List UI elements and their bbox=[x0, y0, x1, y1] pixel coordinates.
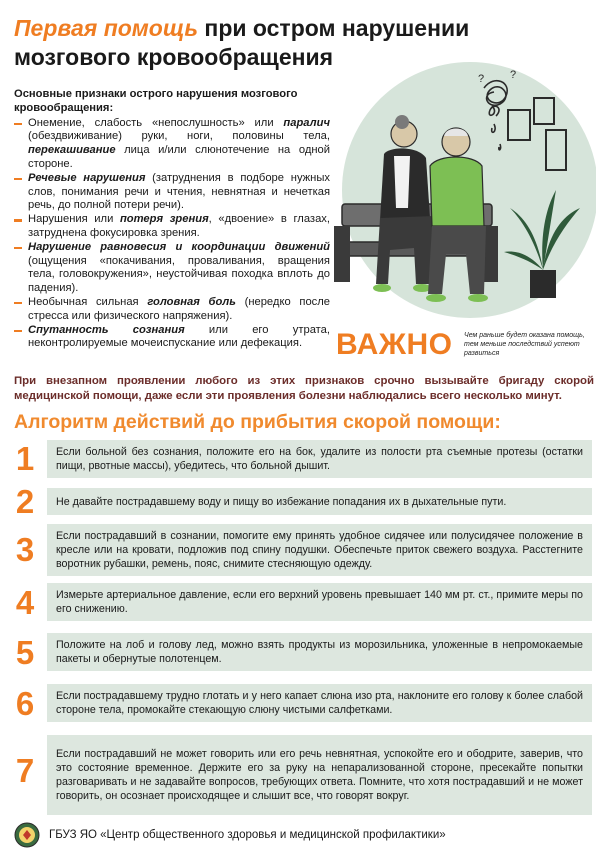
step-number: 4 bbox=[15, 584, 35, 621]
symptom-keyword: Спутанность сознания bbox=[28, 323, 185, 336]
step-number: 2 bbox=[15, 483, 35, 520]
symptoms-heading: Основные признаки острого нарушения мозгового кровообращения: bbox=[14, 88, 298, 114]
symptom-text: (нередко после стресса или физического напряжения). bbox=[28, 295, 331, 322]
urgent-call-notice: При внезапном проявлении любого из этих признаков срочно вызывайте бригаду скорой медицинской помощи, даже если эти проявления болезни наблюдались всего несколько минут. bbox=[14, 375, 594, 402]
step-number: 3 bbox=[15, 531, 35, 568]
step-text: Если пострадавший в сознании, помогите ему принять удобное сидячее или полусидячее положение в кресле или на кровати, подложив под спину подушки. Обеспечьте приток свежего воздуха. Расстегните воротник рубашки, ремень, пояс, снимите стесняющую одежду. bbox=[47, 524, 592, 576]
symptom-text: Необычная сильная bbox=[28, 295, 148, 308]
bench-armrest bbox=[334, 226, 350, 282]
step-number: 5 bbox=[15, 634, 35, 671]
step-text: Если пострадавший не может говорить или его речь невнятная, успокойте его и ободрите, заверив, что это состояние временное. Держите его за руку на непарализованной стороне, пресекайте попытки разговаривать и не задавайте вопросов, требующих ответа. Помните, что хотя пострадавший и не может говорить, он осознает происходящее и слышит все, что говорят вокруг. bbox=[47, 735, 592, 815]
elderly-couple-illustration bbox=[334, 58, 596, 320]
symptom-keyword: Нарушение равновесия и координации движений bbox=[28, 240, 330, 253]
bench-armrest bbox=[484, 226, 498, 282]
important-label: ВАЖНО bbox=[336, 328, 453, 361]
symptom-keyword: паралич bbox=[283, 116, 330, 129]
footer bbox=[14, 822, 594, 848]
step-text: Положите на лоб и голову лед, можно взять продукты из морозильника, уложенные в непромокаемые пакеты и обернутые полотенцем. bbox=[47, 633, 592, 671]
step-number: 6 bbox=[15, 685, 35, 722]
symptom-item bbox=[14, 172, 330, 213]
symptoms-section bbox=[14, 88, 330, 351]
symptom-text: (ощущения «покачивания, проваливания, вращения тела, головокружения», неустойчивая походка вплоть до падения). bbox=[28, 254, 330, 295]
symptom-keyword: перекашивание bbox=[28, 144, 116, 157]
symptom-text: лица и/или слюнотечение на одной стороне. bbox=[28, 144, 330, 170]
title-line-1 bbox=[14, 14, 594, 43]
symptom-text: , «двоение» в глазах, затруднена фокусировка зрения. bbox=[28, 213, 330, 239]
symptom-text: (обездвиживание) руки, ноги, половины тела, bbox=[28, 130, 330, 143]
symptom-item bbox=[14, 324, 330, 352]
organization-logo-icon bbox=[14, 822, 40, 848]
symptom-text: Онемение, слабость «непослушность» или bbox=[28, 116, 284, 129]
symptom-item bbox=[14, 117, 330, 172]
important-text: Чем раньше будет оказана помощь, тем меньше последствий успеют развиться bbox=[464, 332, 585, 357]
svg-text:?: ? bbox=[478, 73, 485, 85]
step-number: 1 bbox=[15, 440, 35, 477]
svg-text:?: ? bbox=[510, 69, 517, 81]
symptom-keyword: головная боль bbox=[147, 295, 236, 308]
symptom-item bbox=[14, 213, 330, 241]
step-text: Если пострадавшему трудно глотать и у него капает слюна изо рта, наклоните его голову к более слабой стороне тела, промокайте стекающую слюну чистыми салфетками. bbox=[47, 684, 592, 722]
symptom-text: или его утрата, неконтролируемые мочеиспускание или дефекация. bbox=[28, 323, 330, 350]
symptom-keyword: Речевые нарушения bbox=[28, 171, 146, 184]
important-note bbox=[336, 328, 598, 364]
symptom-item bbox=[14, 296, 330, 324]
title-line-2: мозгового кровообращения bbox=[14, 44, 334, 70]
step-text: Если больной без сознания, положите его на бок, удалите из полости рта съемные протезы (остатки пищи, рвотные массы), убедитесь, что больной дышит. bbox=[47, 440, 592, 478]
title-accent: Первая помощь bbox=[14, 15, 199, 41]
title-rest-1: при остром нарушении bbox=[198, 15, 470, 41]
symptom-item bbox=[14, 241, 330, 296]
symptom-text: Нарушения или bbox=[28, 213, 120, 226]
algorithm-title: Алгоритм действий до прибытия скорой помощи: bbox=[14, 411, 501, 433]
step-number: 7 bbox=[15, 752, 35, 789]
organization-name: ГБУЗ ЯО «Центр общественного здоровья и медицинской профилактики» bbox=[49, 829, 446, 841]
step-text: Не давайте пострадавшему воду и пищу во избежание попадания их в дыхательные пути. bbox=[47, 488, 592, 515]
symptom-text: (затруднения в подборе нужных слов, понимания речи и чтения, невнятная и нечеткая речь, до полной потери речи). bbox=[28, 171, 330, 212]
step-text: Измерьте артериальное давление, если его верхний уровень превышает 140 мм рт. ст., примите меры по его снижению. bbox=[47, 583, 592, 621]
plant-pot bbox=[530, 270, 556, 298]
symptom-keyword: потеря зрения bbox=[119, 213, 209, 226]
